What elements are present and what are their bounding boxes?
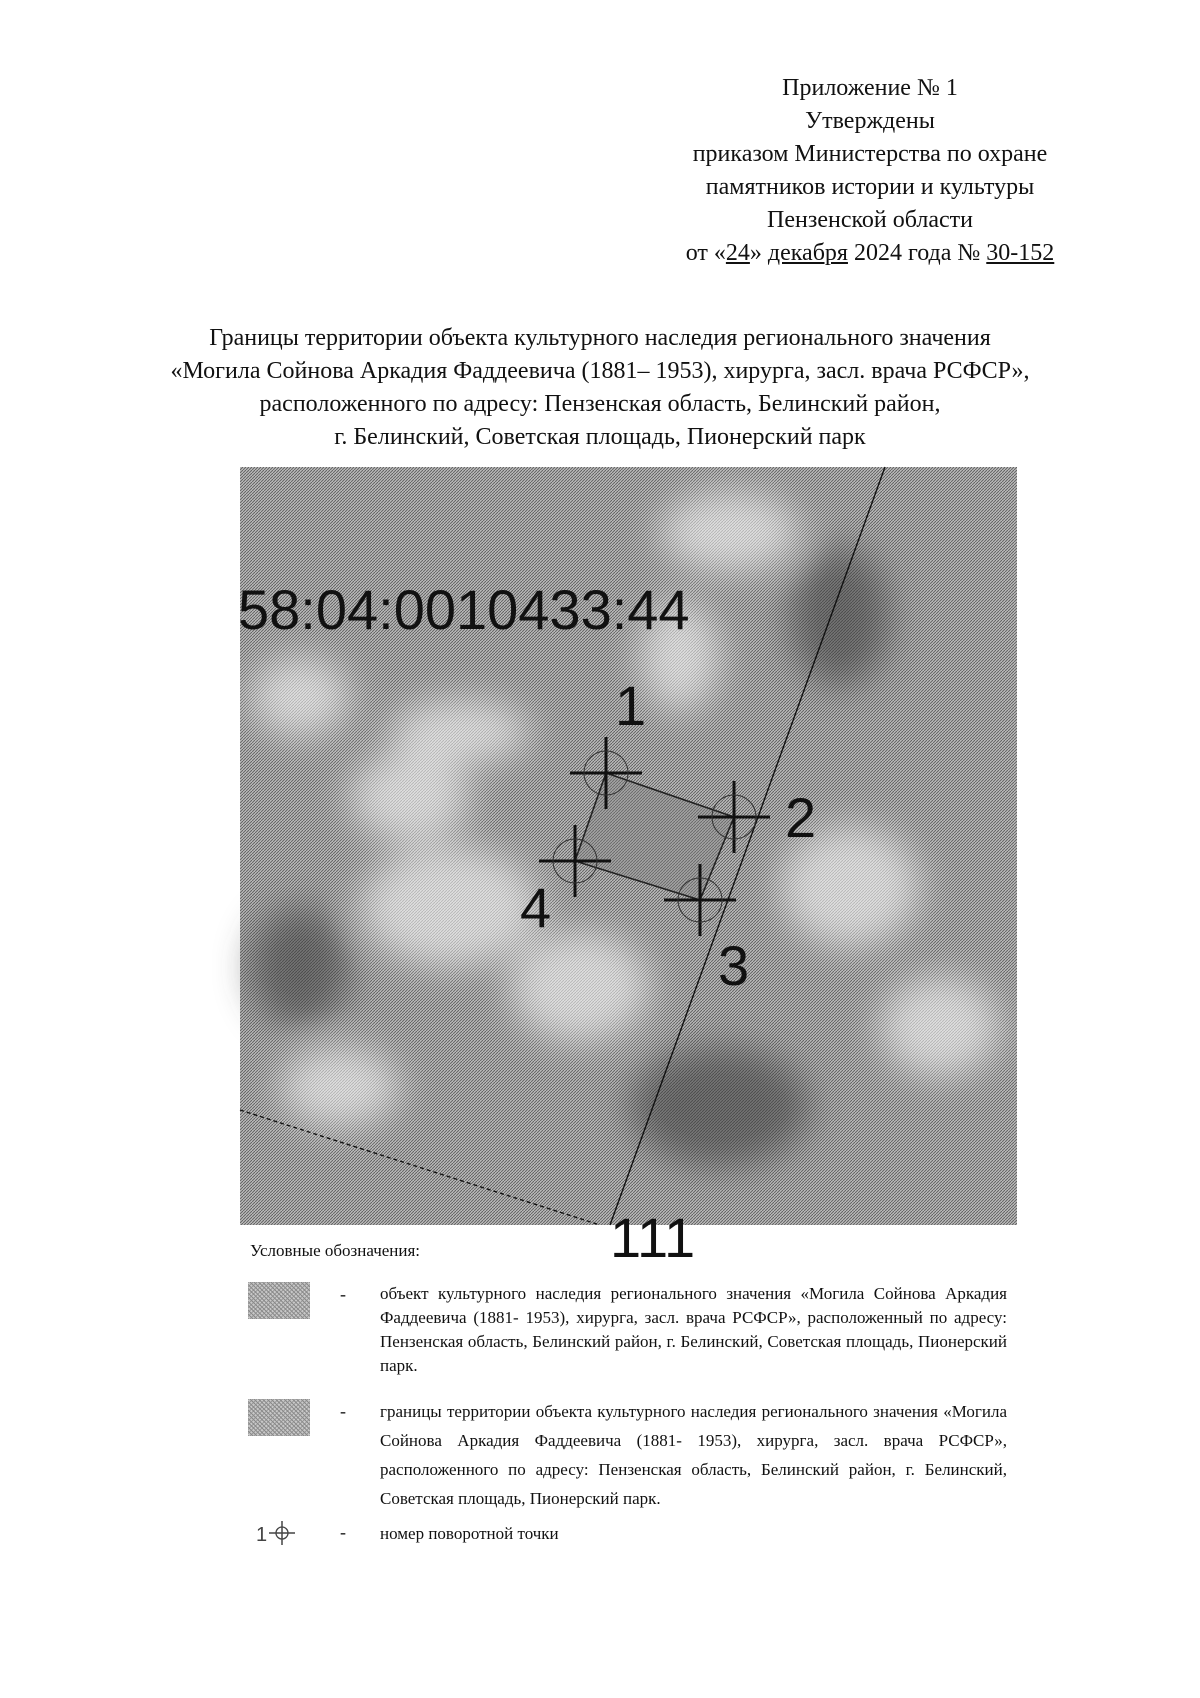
legend-item-point — [248, 1520, 1008, 1550]
order-number: 30-152 — [986, 240, 1055, 266]
approval-header — [610, 72, 1130, 270]
order-year: 2024 года № — [847, 240, 987, 266]
cadastral-number: 58:04:0010433:44 — [238, 578, 690, 641]
appendix-line: Приложение № 1 — [782, 75, 958, 101]
object-swatch — [248, 1282, 310, 1319]
order-line: приказом Министерства по охране — [692, 141, 1048, 167]
approved-line: Утверждены — [805, 108, 935, 134]
boundary-swatch — [248, 1399, 310, 1436]
date-mid: » — [749, 240, 768, 266]
point-label-3: 3 — [718, 934, 750, 997]
legend-dash: - — [340, 1284, 346, 1304]
legend-dash: - — [340, 1522, 346, 1542]
legend-caption: Условные обозначения: — [250, 1241, 421, 1260]
turning-point-symbol — [256, 1520, 297, 1547]
turning-point-symbol-label: 1 — [256, 1524, 268, 1546]
title-line-1: Границы территории объекта культурного наследия регионального значения — [209, 325, 991, 351]
order-month: декабря — [767, 240, 848, 266]
point-label-1: 1 — [615, 674, 647, 737]
point-label-2: 2 — [785, 786, 817, 849]
region-line: Пензенской области — [767, 207, 973, 233]
legend-item-boundary — [248, 1397, 1008, 1517]
crosshair-icon — [267, 1520, 297, 1546]
legend-text-boundary: границы территории объекта культурного наследия регионального значения «Могила Сойнова Аркадия Фаддеевича (1881- 1953), хирурга, засл. врача РСФСР», расположенного по адресу: Пензенская область, Белинский район, г. Белинский, Советская площадь, Пионерский парк. — [380, 1402, 1007, 1508]
legend-text-object: объект культурного наследия регионального значения «Могила Сойнова Аркадия Фаддеевича (1881- 1953), хирурга, засл. врача РСФСР», расположенный по адресу: Пензенская область, Белинский район, г. Белинский, Советская площадь, Пионерский парк. — [380, 1284, 1007, 1375]
legend-item-object — [248, 1280, 1008, 1390]
legend-dash: - — [340, 1401, 346, 1421]
bottom-parcel-label: 111 — [610, 1206, 696, 1269]
order-day: 24 — [725, 240, 750, 266]
ministry-line: памятников истории и культуры — [705, 174, 1035, 200]
order-date-line — [610, 237, 1130, 270]
date-prefix: от « — [685, 240, 726, 266]
title-line-2: «Могила Сойнова Аркадия Фаддеевича (1881– 1953), хирурга, засл. врача РСФСР», — [170, 358, 1030, 384]
point-label-4: 4 — [520, 876, 552, 939]
legend-text-point: номер поворотной точки — [380, 1524, 559, 1543]
title-line-4: г. Белинский, Советская площадь, Пионерский парк — [334, 424, 866, 450]
title-line-3: расположенного по адресу: Пензенская область, Белинский район, — [259, 391, 941, 417]
document-title — [100, 322, 1100, 454]
